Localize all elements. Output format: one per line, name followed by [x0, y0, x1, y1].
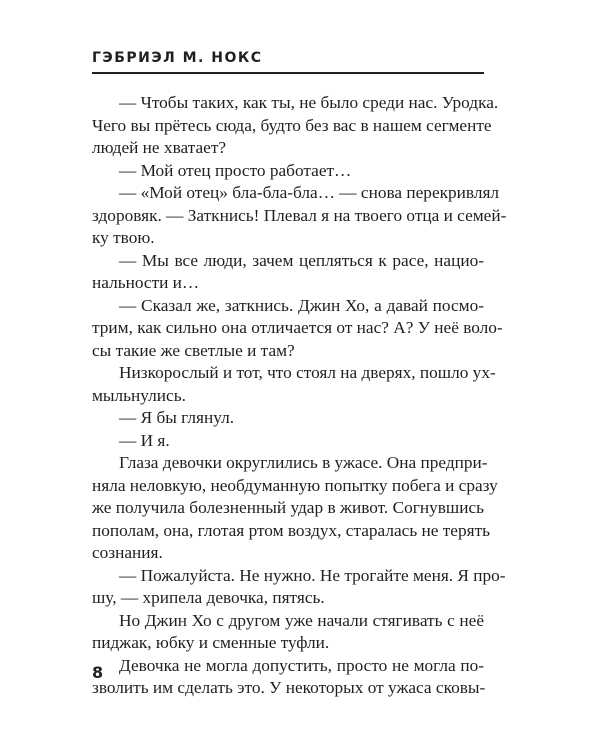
text-line: пополам, она, глотая ртом воздух, старалась не терять	[92, 520, 490, 540]
text-line: нальности и…	[92, 273, 200, 292]
text-line: людей не хватает?	[92, 138, 227, 157]
text-line: — Мы все люди, зачем цепляться к расе, нацио-	[119, 250, 484, 270]
text-line: сознания.	[92, 543, 163, 562]
text-line: Чего вы прётесь сюда, будто без вас в нашем сегменте	[92, 115, 492, 135]
text-line: пиджак, юбку и сменные туфли.	[92, 633, 330, 652]
text-line: шу, — хрипела девочка, пятясь.	[92, 588, 325, 607]
text-line: — «Мой отец» бла-бла-бла… — снова перекривлял	[119, 183, 500, 202]
text-line: — Сказал же, заткнись. Джин Хо, а давай посмо-	[119, 295, 484, 315]
text-line: няла неловкую, необдуманную попытку побега и сразу	[92, 475, 498, 495]
text-line: Низкорослый и тот, что стоял на дверях, пошло ух-	[119, 363, 496, 382]
text-line: трим, как сильно она отличается от нас? А? У неё воло-	[92, 318, 503, 337]
text-line: мыльнулись.	[92, 385, 186, 405]
text-line: Но Джин Хо с другом уже начали стягивать с неё	[119, 610, 484, 630]
running-header: ГЭБРИЭЛ М. НОКС	[92, 50, 263, 66]
text-line: — Пожалуйста. Не нужно. Не трогайте меня. Я про-	[119, 565, 506, 585]
text-line: — Чтобы таких, как ты, не было среди нас. Уродка.	[119, 93, 499, 112]
text-line: — Я бы глянул.	[119, 408, 235, 427]
header-rule	[92, 72, 484, 74]
page-number: 8	[92, 663, 104, 682]
text-line: Глаза девочки округлились в ужасе. Она предпри-	[119, 453, 488, 472]
text-line: сы такие же светлые и там?	[92, 340, 295, 360]
text-line: Девочка не могла допустить, просто не могла по-	[119, 655, 484, 675]
text-line: здоровяк. — Заткнись! Плевал я на твоего отца и семей-	[92, 205, 507, 225]
text-line: зволить им сделать это. У некоторых от ужаса сковы-	[92, 678, 486, 697]
text-line: же получила болезненный удар в живот. Согнувшись	[92, 498, 484, 517]
text-line: ку твою.	[92, 228, 155, 247]
body-text	[92, 92, 507, 700]
text-line: — Мой отец просто работает…	[119, 160, 352, 180]
text-line: — И я.	[119, 430, 170, 450]
